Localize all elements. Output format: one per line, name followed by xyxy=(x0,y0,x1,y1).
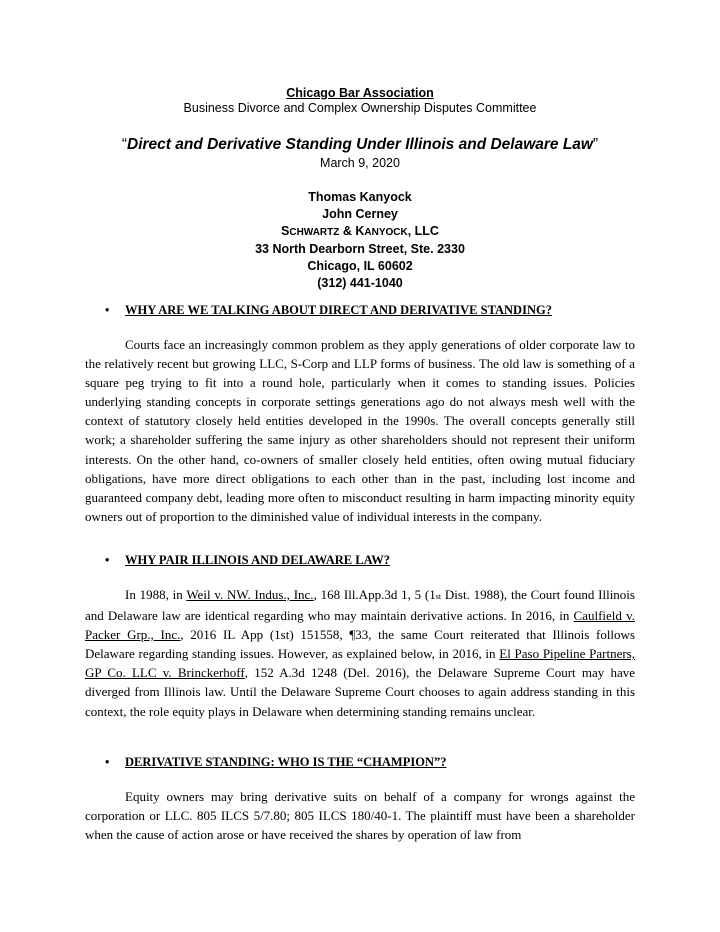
bullet-icon: • xyxy=(105,553,110,567)
document-title: “Direct and Derivative Standing Under Illinois and Delaware Law” xyxy=(121,136,599,153)
section-2 xyxy=(85,553,635,721)
author-name: John Cerney xyxy=(322,207,398,221)
case-citation: Caulfield v. Packer Grp., Inc. xyxy=(85,608,635,643)
firm-name: SCHWARTZ & KANYOCK, LLC xyxy=(281,224,439,238)
document-header xyxy=(0,86,720,292)
committee-name: Business Divorce and Complex Ownership Disputes Committee xyxy=(183,101,537,115)
organization-name: Chicago Bar Association xyxy=(286,86,434,100)
document-date: March 9, 2020 xyxy=(320,156,400,170)
section-3 xyxy=(85,755,635,844)
bullet-icon: • xyxy=(105,755,110,769)
section-paragraph: Courts face an increasingly common problem as they apply generations of older corporate law to the relatively recent but growing LLC, S-Corp and LLP forms of business. The old law is something of a square peg trying to fit into a round hole, particularly when it comes to standing issues. Policies underlying standing concepts in corporate settings generations ago do not always mesh well with the context of statutory closely held entities developed in the 1990s. The overall concepts generally still work; a shareholder suffering the same injury as other shareholders should not represent their uniform interests. On the other hand, co-owners of smaller closely held entities, often owing mutual fiduciary obligations, have more direct obligations to each other than in the past, including lost income and guaranteed company debt, leading more often to misconduct resulting in harm impacting minority equity owners out of proportion to the diminished value of individual interests in the company. xyxy=(85,337,635,524)
firm-address: 33 North Dearborn Street, Ste. 2330 xyxy=(255,242,465,256)
section-heading: • DERIVATIVE STANDING: WHO IS THE “CHAMPION”? xyxy=(85,755,635,770)
author-block xyxy=(0,189,720,292)
bullet-icon: • xyxy=(105,303,110,317)
title-text: Direct and Derivative Standing Under Illinois and Delaware Law xyxy=(127,136,593,153)
case-citation: Weil v. NW. Indus., Inc. xyxy=(186,587,314,602)
case-citation: El Paso Pipeline Partners, GP Co. LLC v. Brinckerhoff xyxy=(85,646,635,681)
section-paragraph: Equity owners may bring derivative suits on behalf of a company for wrongs against the corporation or LLC. 805 ILCS 5/7.80; 805 ILCS 180/40-1. The plaintiff must have been a shareholder when the cause of action arose or have received the shares by operation of law from xyxy=(85,789,635,843)
firm-phone: (312) 441-1040 xyxy=(317,276,403,290)
firm-city: Chicago, IL 60602 xyxy=(307,259,413,273)
section-heading: • WHY ARE WE TALKING ABOUT DIRECT AND DERIVATIVE STANDING? xyxy=(85,303,635,318)
section-paragraph: In 1988, in Weil v. NW. Indus., Inc., 168 Ill.App.3d 1, 5 (1st Dist. 1988), the Court found Illinois and Delaware law are identical regarding who may maintain derivative actions. In 2016, in Caulfield v. Packer Grp., Inc., 2016 IL App (1st) 151558, ¶33, the same Court reiterated that Illinois follows Delaware regarding standing issues. However, as explained below, in 2016, in El Paso Pipeline Partners, GP Co. LLC v. Brinckerhoff, 152 A.3d 1248 (Del. 2016), the Delaware Supreme Court may have diverged from Illinois law. Until the Delaware Supreme Court chooses to again address standing in this context, the role equity plays in Delaware when determining standing remains unclear. xyxy=(85,587,635,719)
section-heading: • WHY PAIR ILLINOIS AND DELAWARE LAW? xyxy=(85,553,635,568)
author-name: Thomas Kanyock xyxy=(308,190,412,204)
section-1 xyxy=(85,303,635,526)
